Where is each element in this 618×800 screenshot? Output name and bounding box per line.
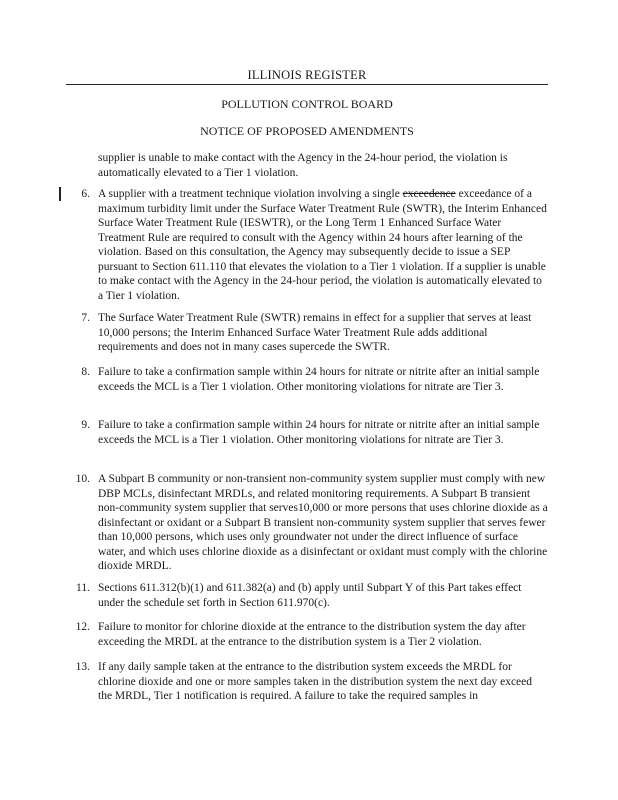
note-number: 10. — [75, 473, 90, 485]
note-number: 8. — [81, 366, 90, 378]
revision-bar — [59, 187, 61, 201]
note-number: 12. — [75, 621, 90, 633]
note-number: 7. — [81, 312, 90, 324]
board-title: POLLUTION CONTROL BOARD — [221, 97, 393, 111]
note-number: 11. — [76, 582, 90, 594]
note-text: A Subpart B community or non-transient non-community system supplier must comply with new DBP MCLs, disinfectant MRDLs, and related monitoring requirements. A Subpart B transient non-community system supplier that serves10,000 or more persons that uses chlorine dioxide as a disinfectant or oxidant or a Subpart B transient non-community system supplier that serves fewer than 10,000 persons, which uses only groundwater not under the direct influence of surface water, and which uses chlorine dioxide as a disinfectant or oxidant must comply with the chlorine dioxide MRDL. — [98, 473, 548, 572]
note-text: Failure to monitor for chlorine dioxide at the entrance to the distribution system the day after exceeding the MRDL at the entrance to the distribution system is a Tier 2 violation. — [98, 621, 526, 648]
note-text — [98, 187, 548, 303]
note-text: Failure to take a confirmation sample within 24 hours for nitrate or nitrite after an initial sample exceeds the MCL is a Tier 1 violation. Other monitoring violations for nitrate are Tier 3. — [98, 366, 540, 393]
note-text: Failure to take a confirmation sample within 24 hours for nitrate or nitrite after an initial sample exceeds the MCL is a Tier 1 violation. Other monitoring violations for nitrate are Tier 3. — [98, 419, 540, 446]
header-rule — [66, 84, 548, 85]
struck-word: exceedence — [402, 188, 456, 200]
note-number: 13. — [75, 661, 90, 673]
note-text: If any daily sample taken at the entrance to the distribution system exceeds the MRDL for chlorine dioxide and one or more samples taken in the distribution system the next day exceed the MRDL, Tier 1 notification is required. A failure to take the required samples in — [98, 661, 533, 702]
note-text: Sections 611.312(b)(1) and 611.382(a) and (b) apply until Subpart Y of this Part takes effect under the schedule set forth in Section 611.970(c). — [98, 582, 522, 609]
note-number: 9. — [81, 419, 90, 431]
note-number: 6. — [81, 188, 90, 200]
notice-title: NOTICE OF PROPOSED AMENDMENTS — [200, 124, 414, 138]
continuation-paragraph: supplier is unable to make contact with the Agency in the 24-hour period, the violation is automatically elevated to a Tier 1 violation. — [98, 152, 508, 179]
note-text: The Surface Water Treatment Rule (SWTR) remains in effect for a supplier that serves at least 10,000 persons; the Interim Enhanced Surface Water Treatment Rule adds additional requirements and does not in many cases supercede the SWTR. — [98, 312, 532, 353]
note-text-before: A supplier with a treatment technique violation involving a single — [98, 188, 403, 200]
note-text-after: exceedance of a maximum turbidity limit under the Surface Water Treatment Rule (SWTR), the Interim Enhanced Surface Water Treatment Rule (IESWTR), or the Long Term 1 Enhanced Surface Water Treatment Rule are required to consult with the Agency within 24 hours after learning of the violation. Based on this consultation, the Agency may subsequently decide to issue a SEP pursuant to Section 611.110 that elevates the violation to a Tier 1 violation. If a supplier is unable to make contact with the Agency in the 24-hour period, the violation is automatically elevated to a Tier 1 violation. — [98, 188, 547, 302]
register-title: ILLINOIS REGISTER — [247, 68, 367, 82]
